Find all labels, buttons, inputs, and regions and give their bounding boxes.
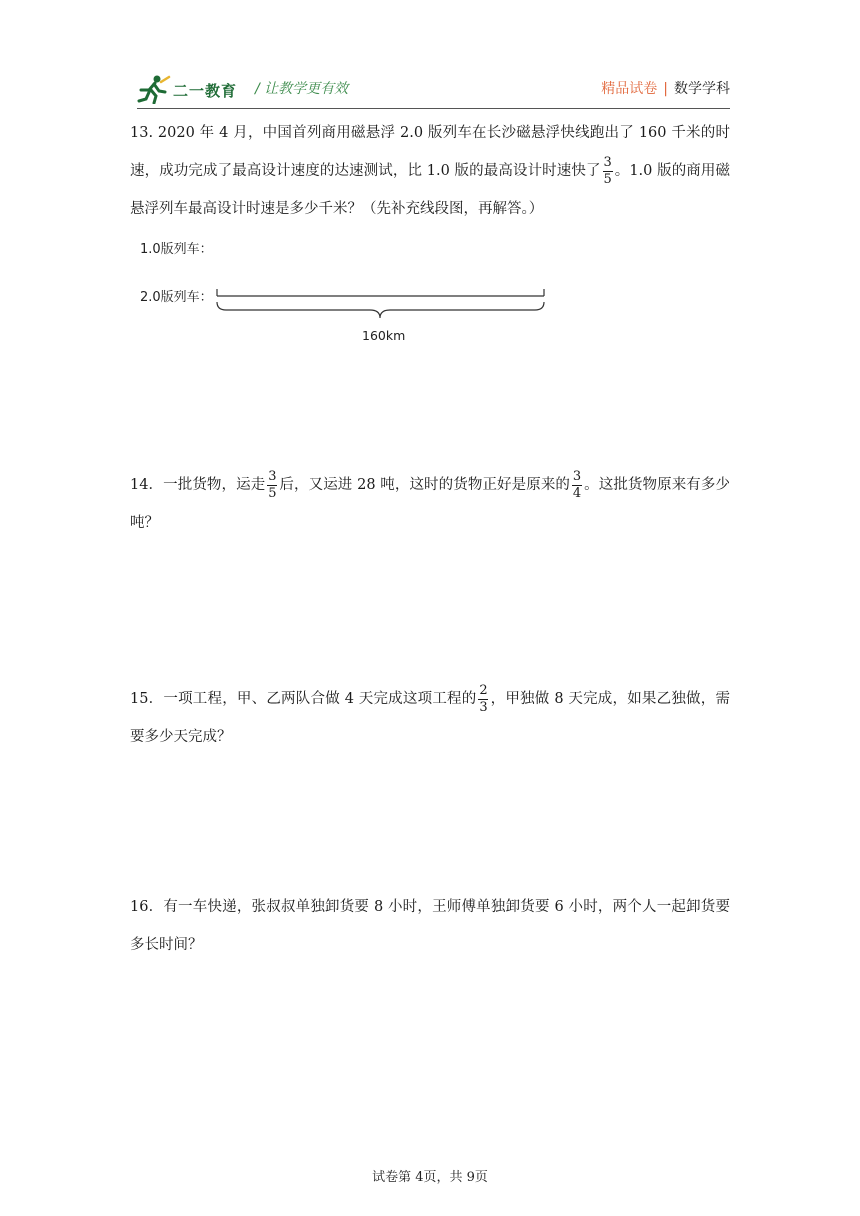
- question-16: [130, 888, 730, 964]
- fraction: [267, 469, 277, 502]
- question-text: 13. 2020 年 4 月，中国首列商用磁悬浮 2.0 版列车在长沙磁悬浮快线跑出了 160 千米的时速，成功完成了最高设计速度的达速测试，比 1.0 版的最高设计时速快了: [130, 125, 730, 179]
- brace-label: 160km: [362, 328, 406, 343]
- label-version-1: 1.0版列车：: [140, 242, 213, 257]
- question-14: [130, 466, 730, 542]
- question-text: 15．一项工程，甲、乙两队合做 4 天完成这项工程的: [130, 691, 477, 707]
- question-text: 后，又运进 28 吨，这时的货物正好是原来的: [279, 477, 571, 493]
- fraction-denominator: 4: [572, 485, 582, 501]
- fraction-denominator: 5: [268, 485, 277, 501]
- question-15: [130, 680, 730, 756]
- logo-text: 二一教育: [173, 82, 238, 100]
- header-divider: [137, 108, 730, 109]
- label-version-2: 2.0版列车：: [140, 290, 213, 305]
- fraction: [478, 683, 488, 716]
- header-right: [601, 78, 730, 98]
- fraction-denominator: 5: [603, 171, 612, 187]
- fraction: [572, 469, 582, 502]
- fraction: [603, 155, 613, 188]
- fraction-numerator: 3: [603, 154, 612, 170]
- fraction-denominator: 3: [479, 699, 488, 715]
- question-text: 。这批货物原来有多少吨？: [130, 477, 730, 531]
- question-text: 14．一批货物，运走: [130, 477, 266, 493]
- subject-label: 数学学科: [674, 81, 730, 97]
- segment-line: [217, 289, 544, 296]
- header-separator: |: [663, 81, 668, 97]
- brace: [217, 302, 544, 318]
- question-13: [130, 114, 730, 228]
- question-text: 。1.0 版的商用磁悬浮列车最高设计时速是多少千米？（先补充线段图，再解答。）: [130, 163, 731, 217]
- page-footer: 试卷第 4页，共 9页: [372, 1170, 488, 1185]
- question-text: ，甲独做 8 天完成，如果乙独做，需要多少天完成？: [130, 691, 730, 745]
- brand-logo: [137, 74, 257, 104]
- segment-figure: [138, 232, 558, 352]
- runner-logo-icon: [137, 74, 171, 104]
- slogan: / 让教学更有效: [255, 81, 349, 97]
- fraction-numerator: 3: [572, 468, 582, 484]
- fraction-numerator: 2: [479, 682, 488, 698]
- fraction-numerator: 3: [268, 468, 277, 484]
- page-header: [137, 70, 730, 106]
- line-segment-diagram: [138, 232, 558, 352]
- quality-label: 精品试卷: [601, 81, 658, 97]
- question-text: 16．有一车快递，张叔叔单独卸货要 8 小时，王师傅单独卸货要 6 小时，两个人一起卸货要多长时间？: [130, 899, 730, 953]
